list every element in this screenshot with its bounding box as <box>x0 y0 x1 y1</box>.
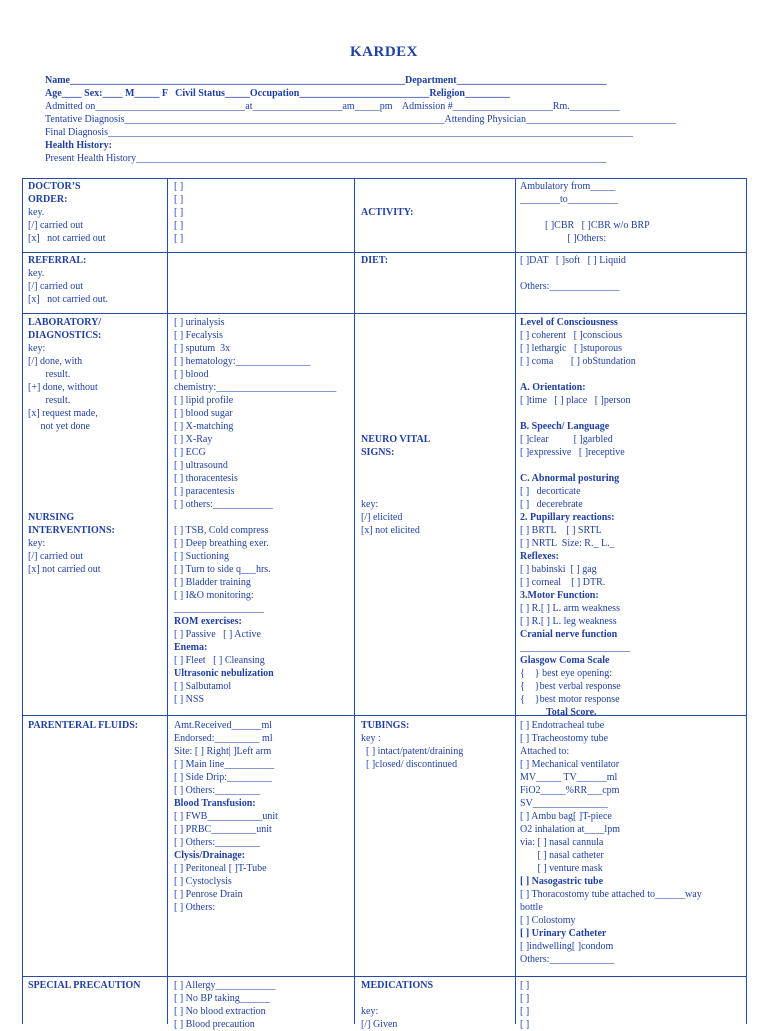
diet-line[interactable]: [ ]DAT [ ]soft [ ] Liquid <box>520 255 626 266</box>
tubings-cell <box>361 719 463 771</box>
clysis-line[interactable]: [ ] Penrose Drain <box>174 889 243 900</box>
referral-cell <box>28 254 108 306</box>
neuro-checklist <box>520 316 636 719</box>
tubing-line[interactable]: via: [ ] nasal cannula <box>520 837 604 848</box>
order-checkbox[interactable]: [ ] <box>174 220 184 231</box>
nasogastric-tube-option[interactable]: [ ] Nasogastric tube <box>520 876 604 887</box>
medication-checkbox[interactable]: [ ] <box>520 1006 530 1017</box>
neuro-title: SIGNS: <box>361 447 395 458</box>
pupillary-option[interactable]: [ ] BRTL [ ] SRTL <box>520 525 602 536</box>
doctors-order-title: DOCTOR’S <box>28 181 81 192</box>
order-checkbox[interactable]: [ ] <box>174 181 184 192</box>
parenteral-label: PARENTERAL FLUIDS: <box>28 720 139 731</box>
gcs-title: Glasgow Coma Scale <box>520 655 610 666</box>
medication-checkbox[interactable]: [ ] <box>520 993 530 1004</box>
tubing-line[interactable]: [ ]indwelling[ ]condom <box>520 941 614 952</box>
gcs-option[interactable]: { }best verbal response <box>520 681 621 692</box>
key-line: [/] carried out <box>28 220 83 231</box>
precaution-item[interactable]: [ ] No blood extraction <box>174 1006 266 1017</box>
table-border-left <box>22 178 23 1024</box>
gcs-option[interactable]: { }best motor response <box>520 694 620 705</box>
key-line: [/] done, with <box>28 356 83 367</box>
precaution-item[interactable]: [ ] Blood precaution <box>174 1019 255 1030</box>
tubings-checklist <box>520 719 702 979</box>
tubing-line[interactable]: ______________________ <box>520 967 630 978</box>
tubing-line[interactable]: [ ] Mechanical ventilator <box>520 759 620 770</box>
doctors-order-cell <box>28 180 105 245</box>
laboratory-title: DIAGNOSTICS: <box>28 330 102 341</box>
lab-item[interactable]: [ ] X-Ray <box>174 434 213 445</box>
posturing-option[interactable]: [ ] decerebrate <box>520 499 583 510</box>
clysis-line[interactable]: [ ] Cystoclysis <box>174 876 232 887</box>
key-line: key: <box>28 343 46 354</box>
motor-option[interactable]: [ ] R.[ ] L. leg weakness <box>520 616 617 627</box>
consciousness-title: Level of Consciousness <box>520 317 618 328</box>
tubing-line: Attached to: <box>520 746 570 757</box>
neuro-title: NEURO VITAL <box>361 434 431 445</box>
doctors-order-checklist <box>174 180 183 245</box>
tubings-label: TUBINGS: <box>361 720 410 731</box>
parenteral-checklist <box>174 719 278 914</box>
table-column-divider-2 <box>354 178 355 1024</box>
consciousness-option[interactable]: [ ] lethargic [ ]stuporous <box>520 343 623 354</box>
tubing-line: bottle <box>520 902 543 913</box>
clysis-line[interactable]: [ ] Peritoneal [ ]T-Tube <box>174 863 267 874</box>
nursing-item[interactable]: [ ] Suctioning <box>174 551 229 562</box>
nursing-cell <box>28 511 115 576</box>
nursing-item[interactable]: [ ] TSB, Cold compress <box>174 525 269 536</box>
key-line: key: <box>361 499 379 510</box>
key-line: [ ] intact/patent/draining <box>361 746 464 757</box>
doctors-order-title: ORDER: <box>28 194 68 205</box>
key-line: key: <box>28 538 46 549</box>
row-divider-3 <box>22 715 747 716</box>
lab-item[interactable]: [ ] Fecalysis <box>174 330 223 341</box>
tubing-line[interactable]: [ ] Thoracostomy tube attached to______way <box>520 889 702 900</box>
motor-option[interactable]: [ ] R.[ ] L. arm weakness <box>520 603 620 614</box>
activity-line[interactable]: ________to__________ <box>520 194 618 205</box>
pupillary-title: 2. Pupillary reactions: <box>520 512 615 523</box>
lab-item[interactable]: [ ] ECG <box>174 447 206 458</box>
page-title: KARDEX <box>349 44 418 60</box>
medication-checkbox[interactable]: [ ] <box>520 1019 530 1030</box>
enema-title: Enema: <box>174 642 208 653</box>
diet-label: DIET: <box>361 255 389 266</box>
tubing-line[interactable]: [ ] nasal catheter <box>520 850 604 861</box>
laboratory-title: LABORATORY/ <box>28 317 102 328</box>
key-line: [/] Given <box>361 1019 398 1030</box>
reflex-option[interactable]: [ ] babinski [ ] gag <box>520 564 597 575</box>
precaution-item[interactable]: [ ] Allergy____________ <box>174 980 276 991</box>
rom-options[interactable]: [ ] Passive [ ] Active <box>174 629 261 640</box>
nursing-item[interactable]: [ ] Bladder training <box>174 577 251 588</box>
diet-others-field[interactable]: Others:______________ <box>520 281 620 292</box>
admitted-field[interactable]: Admitted on______________________________at__________________am_____pm Admission #____________________Rm.__________ <box>45 101 620 112</box>
key-line: key : <box>361 733 381 744</box>
transfusion-line[interactable]: [ ] FWB___________unit <box>174 811 278 822</box>
tubing-line[interactable]: [ ] Colostomy <box>520 915 576 926</box>
nebulization-title: Ultrasonic nebulization <box>174 668 274 679</box>
key-line: result. <box>28 369 71 380</box>
tubing-line[interactable]: SV_______________ <box>520 798 608 809</box>
medications-label: MEDICATIONS <box>361 980 434 991</box>
referral-title: REFERRAL: <box>28 255 87 266</box>
lab-item[interactable]: [ ] sputum 3x <box>174 343 231 354</box>
parenteral-line[interactable]: Site: [ ] Right| ]Left arm <box>174 746 272 757</box>
key-line: [x] not carried out <box>28 233 106 244</box>
activity-line[interactable]: [ ]Others: <box>520 233 607 244</box>
nursing-item[interactable]: __________________ <box>174 603 264 614</box>
lab-item[interactable]: [ ] hematology:_______________ <box>174 356 311 367</box>
lab-item[interactable]: [ ] blood sugar <box>174 408 233 419</box>
order-checkbox[interactable]: [ ] <box>174 233 184 244</box>
parenteral-line[interactable]: [ ] Others:_________ <box>174 785 261 796</box>
medication-checkbox[interactable]: [ ] <box>520 980 530 991</box>
transfusion-line[interactable]: [ ] PRBC_________unit <box>174 824 272 835</box>
parenteral-line[interactable]: [ ] Side Drip:_________ <box>174 772 273 783</box>
tubing-line[interactable]: [ ] Tracheostomy tube <box>520 733 609 744</box>
key-line: key: <box>361 1006 379 1017</box>
lab-item[interactable]: [ ] blood <box>174 369 209 380</box>
nursing-item[interactable]: [ ] Deep breathing exer. <box>174 538 269 549</box>
table-column-divider-3 <box>515 178 516 1024</box>
activity-options <box>520 180 650 245</box>
final-diagnosis-field[interactable]: Final Diagnosis_________________________________________________________________________________________________________ <box>45 127 634 138</box>
speech-title: B. Speech/ Language <box>520 421 610 432</box>
parenteral-line[interactable]: [ ] Main line__________ <box>174 759 275 770</box>
key-line: [/] carried out <box>28 281 83 292</box>
key-line: result. <box>28 395 71 406</box>
activity-line[interactable]: [ ]CBR [ ]CBR w/o BRP <box>520 220 650 231</box>
patient-header <box>45 74 725 165</box>
posturing-option[interactable]: [ ] decorticate <box>520 486 581 497</box>
laboratory-cell <box>28 316 101 433</box>
speech-option[interactable]: [ ]clear [ ]garbled <box>520 434 613 445</box>
gcs-total: Total Score. <box>546 707 597 718</box>
tubing-line[interactable]: [ ] Ambu bag[ ]T-piece <box>520 811 612 822</box>
pupillary-option[interactable]: [ ] NRTL Size: R._ L._ <box>520 538 615 549</box>
tubing-line[interactable]: [ ] venture mask <box>520 863 603 874</box>
lab-item[interactable]: chemistry:________________________ <box>174 382 337 393</box>
nebulization-item[interactable]: [ ] Salbutamol <box>174 681 232 692</box>
activity-line[interactable]: Ambulatory from_____ <box>520 181 616 192</box>
table-border-top <box>22 178 747 179</box>
nursing-title: INTERVENTIONS: <box>28 525 115 536</box>
consciousness-option[interactable]: [ ] coherent [ ]conscious <box>520 330 623 341</box>
speech-option[interactable]: [ ]expressive [ ]receptive <box>520 447 625 458</box>
special-precaution-label: SPECIAL PRECAUTION <box>28 980 141 991</box>
lab-nursing-checklist <box>174 316 336 706</box>
cranial-field[interactable]: ______________________ <box>520 642 630 653</box>
key-line: [x] not carried out <box>28 564 101 575</box>
nursing-item[interactable]: [ ] Turn to side q___hrs. <box>174 564 271 575</box>
nursing-title: NURSING <box>28 512 75 523</box>
key-line: [/] elicited <box>361 512 403 523</box>
key-line: key. <box>28 268 45 279</box>
neuro-label <box>361 433 430 459</box>
lab-item[interactable]: [ ] ultrasound <box>174 460 228 471</box>
tubing-line[interactable]: FiO2_____%RR___cpm <box>520 785 620 796</box>
order-checkbox[interactable]: [ ] <box>174 194 184 205</box>
key-line: not yet done <box>28 421 90 432</box>
precaution-item[interactable]: [ ] No BP taking______ <box>174 993 270 1004</box>
key-line: [/] carried out <box>28 551 83 562</box>
nursing-item[interactable]: [ ] I&O monitoring: <box>174 590 254 601</box>
consciousness-option[interactable]: [ ] coma [ ] obStundation <box>520 356 636 367</box>
key-line: [x] not carried out. <box>28 294 108 305</box>
reflexes-title: Reflexes: <box>520 551 559 562</box>
rom-title: ROM exercises: <box>174 616 242 627</box>
key-line: key. <box>28 207 45 218</box>
lab-item[interactable]: [ ] X-matching <box>174 421 234 432</box>
key-line: [x] request made, <box>28 408 98 419</box>
table-column-divider-1 <box>167 178 168 1024</box>
motor-title: 3.Motor Function: <box>520 590 599 601</box>
medications-checklist <box>520 979 529 1031</box>
enema-options[interactable]: [ ] Fleet [ ] Cleansing <box>174 655 265 666</box>
tubing-line[interactable]: Others:_____________ <box>520 954 615 965</box>
row-divider-2 <box>22 313 747 314</box>
clysis-title: Clysis/Drainage: <box>174 850 246 861</box>
order-checkbox[interactable]: [ ] <box>174 207 184 218</box>
nebulization-item[interactable]: [ ] NSS <box>174 694 205 705</box>
special-precaution-checklist <box>174 979 275 1031</box>
transfusion-title: Blood Transfusion: <box>174 798 256 809</box>
tubing-line[interactable]: MV_____ TV______ml <box>520 772 618 783</box>
table-border-right <box>746 178 747 1024</box>
clysis-line[interactable]: [ ] Others: <box>174 902 216 913</box>
transfusion-line[interactable]: [ ] Others:_________ <box>174 837 261 848</box>
reflex-option[interactable]: [ ] corneal [ ] DTR. <box>520 577 606 588</box>
orientation-option[interactable]: [ ]time [ ] place [ ]person <box>520 395 631 406</box>
kardex-table <box>22 178 747 1030</box>
diet-options <box>520 254 626 293</box>
lab-item[interactable]: [ ] urinalysis <box>174 317 225 328</box>
parenteral-line[interactable]: Amt.Received______ml <box>174 720 273 731</box>
orientation-title: A. Orientation: <box>520 382 586 393</box>
tentative-diagnosis-field[interactable]: Tentative Diagnosis________________________________________________________________Attending Physician______________________________ <box>45 114 676 125</box>
posturing-title: C. Abnormal posturing <box>520 473 620 484</box>
key-line: [x] not elicited <box>361 525 420 536</box>
lab-item[interactable]: [ ] thoracentesis <box>174 473 238 484</box>
medications-cell <box>361 979 433 1031</box>
cranial-title: Cranial nerve function <box>520 629 618 640</box>
parenteral-line[interactable]: Endorsed:_________ ml <box>174 733 273 744</box>
present-health-history-field[interactable]: Present Health History______________________________________________________________________________________________ <box>45 153 607 164</box>
tubing-line[interactable]: [ ] Endotracheal tube <box>520 720 605 731</box>
lab-item[interactable]: [ ] paracentesis <box>174 486 235 497</box>
neuro-key <box>361 498 420 537</box>
name-department-field[interactable]: Name___________________________________________________________________Department______________________________ <box>45 75 607 86</box>
urinary-catheter-option[interactable]: [ ] Urinary Catheter <box>520 928 607 939</box>
gcs-option[interactable]: { } best eye opening: <box>520 668 613 679</box>
row-divider-1 <box>22 252 747 253</box>
key-line: [+] done, without <box>28 382 98 393</box>
health-history-heading: Health History: <box>45 140 112 151</box>
lab-item[interactable]: [ ] others:____________ <box>174 499 273 510</box>
tubing-line[interactable]: O2 inhalation at____lpm <box>520 824 620 835</box>
activity-label: ACTIVITY: <box>361 207 414 218</box>
key-line: [ ]closed/ discontinued <box>361 759 458 770</box>
age-sex-status-field[interactable]: Age____ Sex:____ M_____ F Civil Status_____Occupation__________________________Religion_________ <box>45 88 510 99</box>
lab-item[interactable]: [ ] lipid profile <box>174 395 234 406</box>
